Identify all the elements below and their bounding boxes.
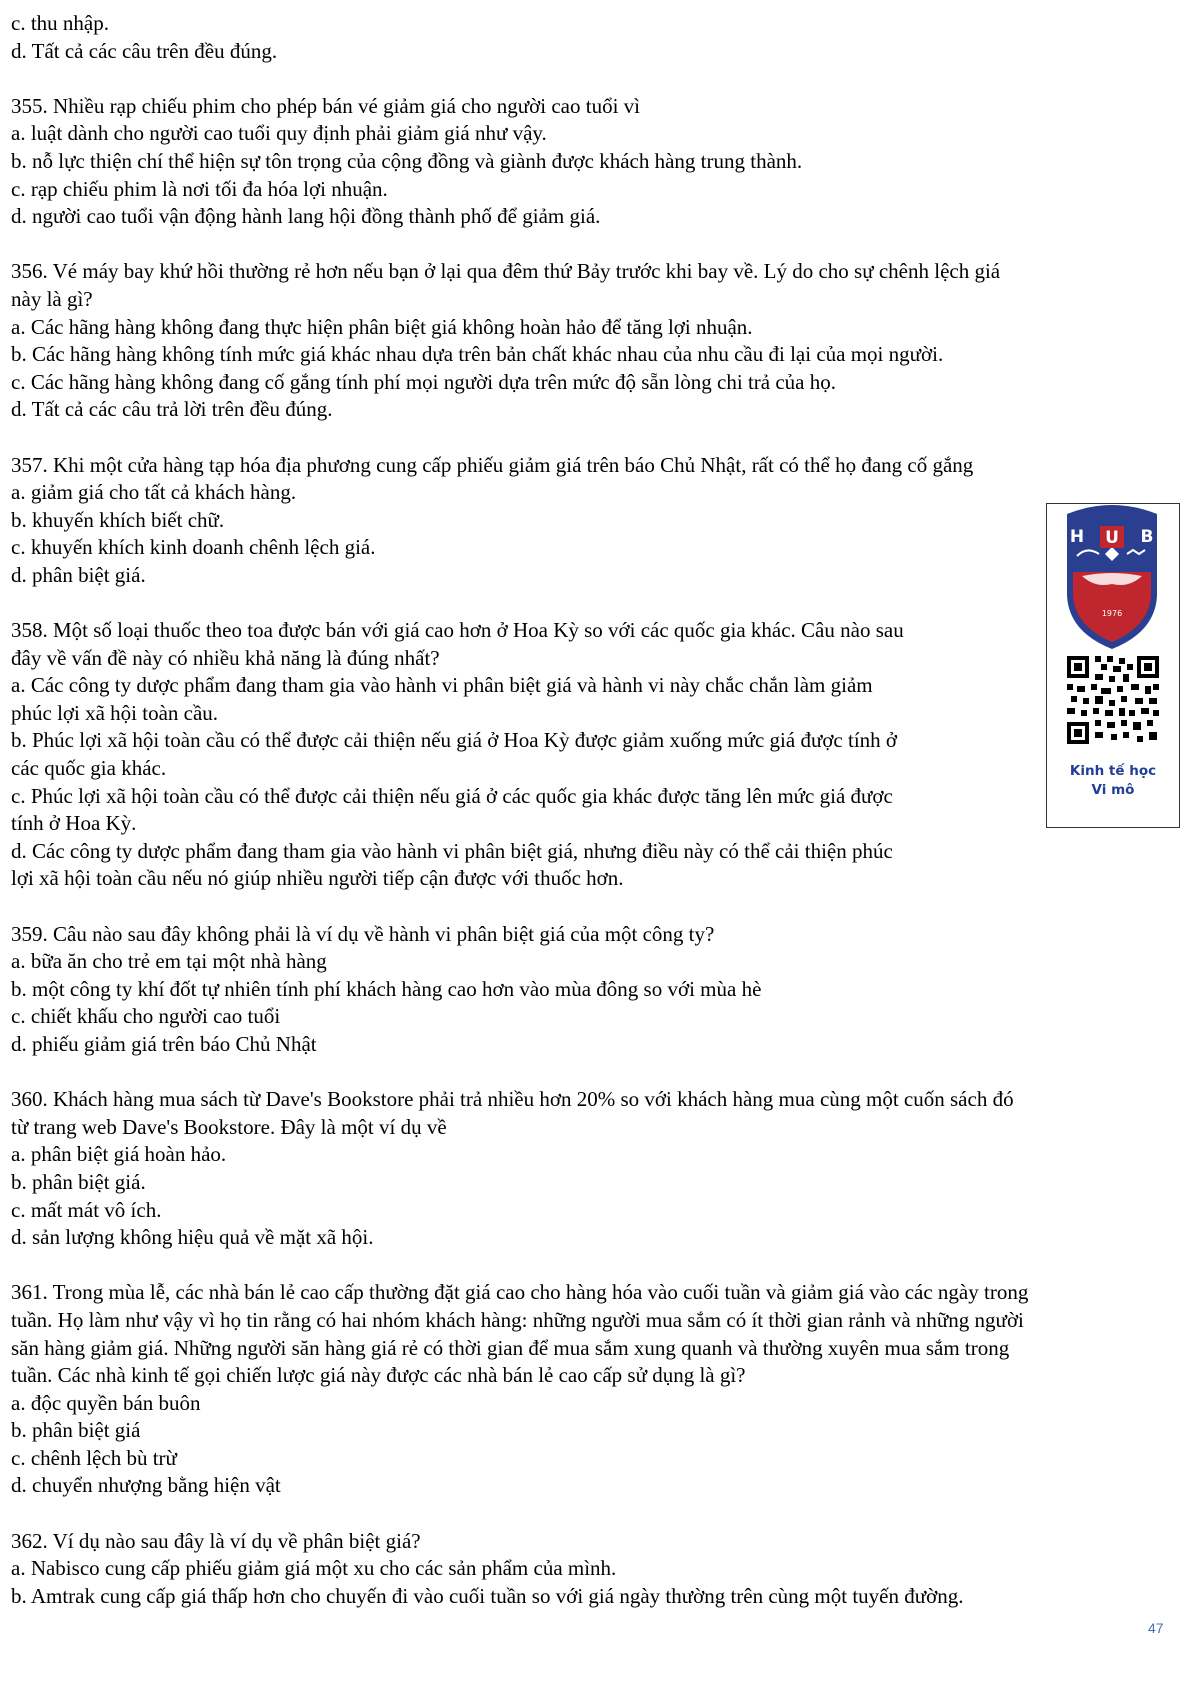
question-line: 360. Khách hàng mua sách từ Dave's Bookstore phải trả nhiều hơn 20% so với khách hàng mua cùng một cuốn sách đó [11,1087,1014,1112]
answer-line: tuần. Họ làm như vậy vì họ tin rằng có hai nhóm khách hàng: những người mua sắm có ít thời gian rảnh và những người [11,1307,1024,1332]
answer-line: d. Tất cả các câu trên đều đúng. [11,38,278,63]
blank-line [11,1500,1179,1528]
answer-line: săn hàng giảm giá. Những người săn hàng giá rẻ có thời gian để mua sắm xung quanh và thường xuyên mua sắm trong [11,1335,1010,1360]
answer-line: này là gì? [11,286,93,311]
answer-line: d. chuyển nhượng bằng hiện vật [11,1473,281,1498]
course-badge [1046,503,1180,828]
answer-line: d. phiếu giảm giá trên báo Chủ Nhật [11,1031,317,1056]
blank-line [11,424,1179,452]
answer-line: c. rạp chiếu phim là nơi tối đa hóa lợi nhuận. [11,176,388,201]
answer-line: a. bữa ăn cho trẻ em tại một nhà hàng [11,949,327,974]
answer-line: b. nỗ lực thiện chí thể hiện sự tôn trọng của cộng đồng và giành được khách hàng trung thành. [11,148,803,173]
answer-line: a. luật dành cho người cao tuổi quy định phải giảm giá như vậy. [11,121,547,146]
answer-line: c. chênh lệch bù trừ [11,1445,177,1470]
badge-caption-title: Kinh tế học [1069,763,1157,779]
blank-line [11,231,1179,259]
logo-letter-b: B [1140,527,1154,547]
blank-line [11,1252,1179,1280]
question-line: 362. Ví dụ nào sau đây là ví dụ về phân biệt giá? [11,1528,421,1553]
logo-year: 1976 [1101,609,1123,618]
answer-line: d. người cao tuổi vận động hành lang hội đồng thành phố để giảm giá. [11,204,601,229]
answer-line: d. phân biệt giá. [11,562,146,587]
blank-line [11,65,1179,93]
answer-line: d. Các công ty dược phẩm đang tham gia vào hành vi phân biệt giá, nhưng điều này có thể cải thiện phúc [11,838,893,863]
answer-line: b. phân biệt giá [11,1418,141,1443]
answer-line: từ trang web Dave's Bookstore. Đây là một ví dụ về [11,1114,447,1139]
answer-line: d. sản lượng không hiệu quả về mặt xã hội. [11,1225,374,1250]
answer-line: a. phân biệt giá hoàn hảo. [11,1142,227,1167]
question-line: 356. Vé máy bay khứ hồi thường rẻ hơn nếu bạn ở lại qua đêm thứ Bảy trước khi bay về. Lý do cho sự chênh lệch giá [11,259,1001,284]
answer-line: c. khuyến khích kinh doanh chênh lệch giá. [11,535,376,560]
document-body [11,10,1179,1610]
answer-line: c. chiết khấu cho người cao tuổi [11,1004,281,1029]
answer-line: b. khuyến khích biết chữ. [11,507,225,532]
answer-line: b. Các hãng hàng không tính mức giá khác nhau dựa trên bản chất khác nhau của nhu cầu đi lại của mọi người. [11,342,944,367]
answer-line: các quốc gia khác. [11,756,167,781]
answer-line: b. phân biệt giá. [11,1169,146,1194]
answer-line: lợi xã hội toàn cầu nếu nó giúp nhiều người tiếp cận được với thuốc hơn. [11,866,624,891]
answer-line: tính ở Hoa Kỳ. [11,811,137,836]
answer-line: a. Các công ty dược phẩm đang tham gia vào hành vi phân biệt giá và hành vi này chắc chắn làm giảm [11,673,873,698]
logo-letter-h: H [1069,527,1085,547]
question-line: 359. Câu nào sau đây không phải là ví dụ về hành vi phân biệt giá của một công ty? [11,921,715,946]
question-line: 357. Khi một cửa hàng tạp hóa địa phương cung cấp phiếu giảm giá trên báo Chủ Nhật, rất có thể họ đang cố gắng [11,452,974,477]
answer-line: a. độc quyền bán buôn [11,1390,201,1415]
blank-line [11,893,1179,921]
answer-line: c. mất mát vô ích. [11,1197,162,1222]
answer-line: c. thu nhập. [11,11,109,35]
answer-line: b. một công ty khí đốt tự nhiên tính phí khách hàng cao hơn vào mùa đông so với mùa hè [11,976,762,1001]
answer-line: phúc lợi xã hội toàn cầu. [11,700,219,725]
answer-line: d. Tất cả các câu trả lời trên đều đúng. [11,397,333,422]
answer-line: a. Các hãng hàng không đang thực hiện phân biệt giá không hoàn hảo để tăng lợi nhuận. [11,314,753,339]
answer-line: c. Các hãng hàng không đang cố gắng tính phí mọi người dựa trên mức độ sẵn lòng chi trả của họ. [11,369,836,394]
answer-line: b. Amtrak cung cấp giá thấp hơn cho chuyến đi vào cuối tuần so với giá ngày thường trên cùng một tuyến đường. [11,1583,964,1608]
answer-line: b. Phúc lợi xã hội toàn cầu có thể được cải thiện nếu giá ở Hoa Kỳ được giảm xuống mức giá được tính ở [11,728,898,753]
qr-code-icon [1065,654,1161,746]
question-line: 355. Nhiều rạp chiếu phim cho phép bán vé giảm giá cho người cao tuổi vì [11,93,640,118]
page-number: 47 [1148,1620,1164,1636]
answer-line: tuần. Các nhà kinh tế gọi chiến lược giá này được các nhà bán lẻ cao cấp sử dụng là gì? [11,1363,746,1388]
blank-line [11,1059,1179,1087]
badge-caption-subtitle: Vi mô [1091,782,1135,798]
logo-letter-u: U [1105,528,1119,548]
answer-line: c. Phúc lợi xã hội toàn cầu có thể được cải thiện nếu giá ở các quốc gia khác được tăng lên mức giá được [11,783,893,808]
answer-line: đây về vấn đề này có nhiều khả năng là đúng nhất? [11,645,440,670]
question-line: 358. Một số loại thuốc theo toa được bán với giá cao hơn ở Hoa Kỳ so với các quốc gia khác. Câu nào sau [11,618,904,643]
question-line: 361. Trong mùa lễ, các nhà bán lẻ cao cấp thường đặt giá cao cho hàng hóa vào cuối tuần và giảm giá vào các ngày trong [11,1280,1029,1305]
blank-line [11,589,1041,617]
answer-line: a. giảm giá cho tất cả khách hàng. [11,480,297,505]
answer-line: a. Nabisco cung cấp phiếu giảm giá một xu cho các sản phẩm của mình. [11,1556,617,1581]
